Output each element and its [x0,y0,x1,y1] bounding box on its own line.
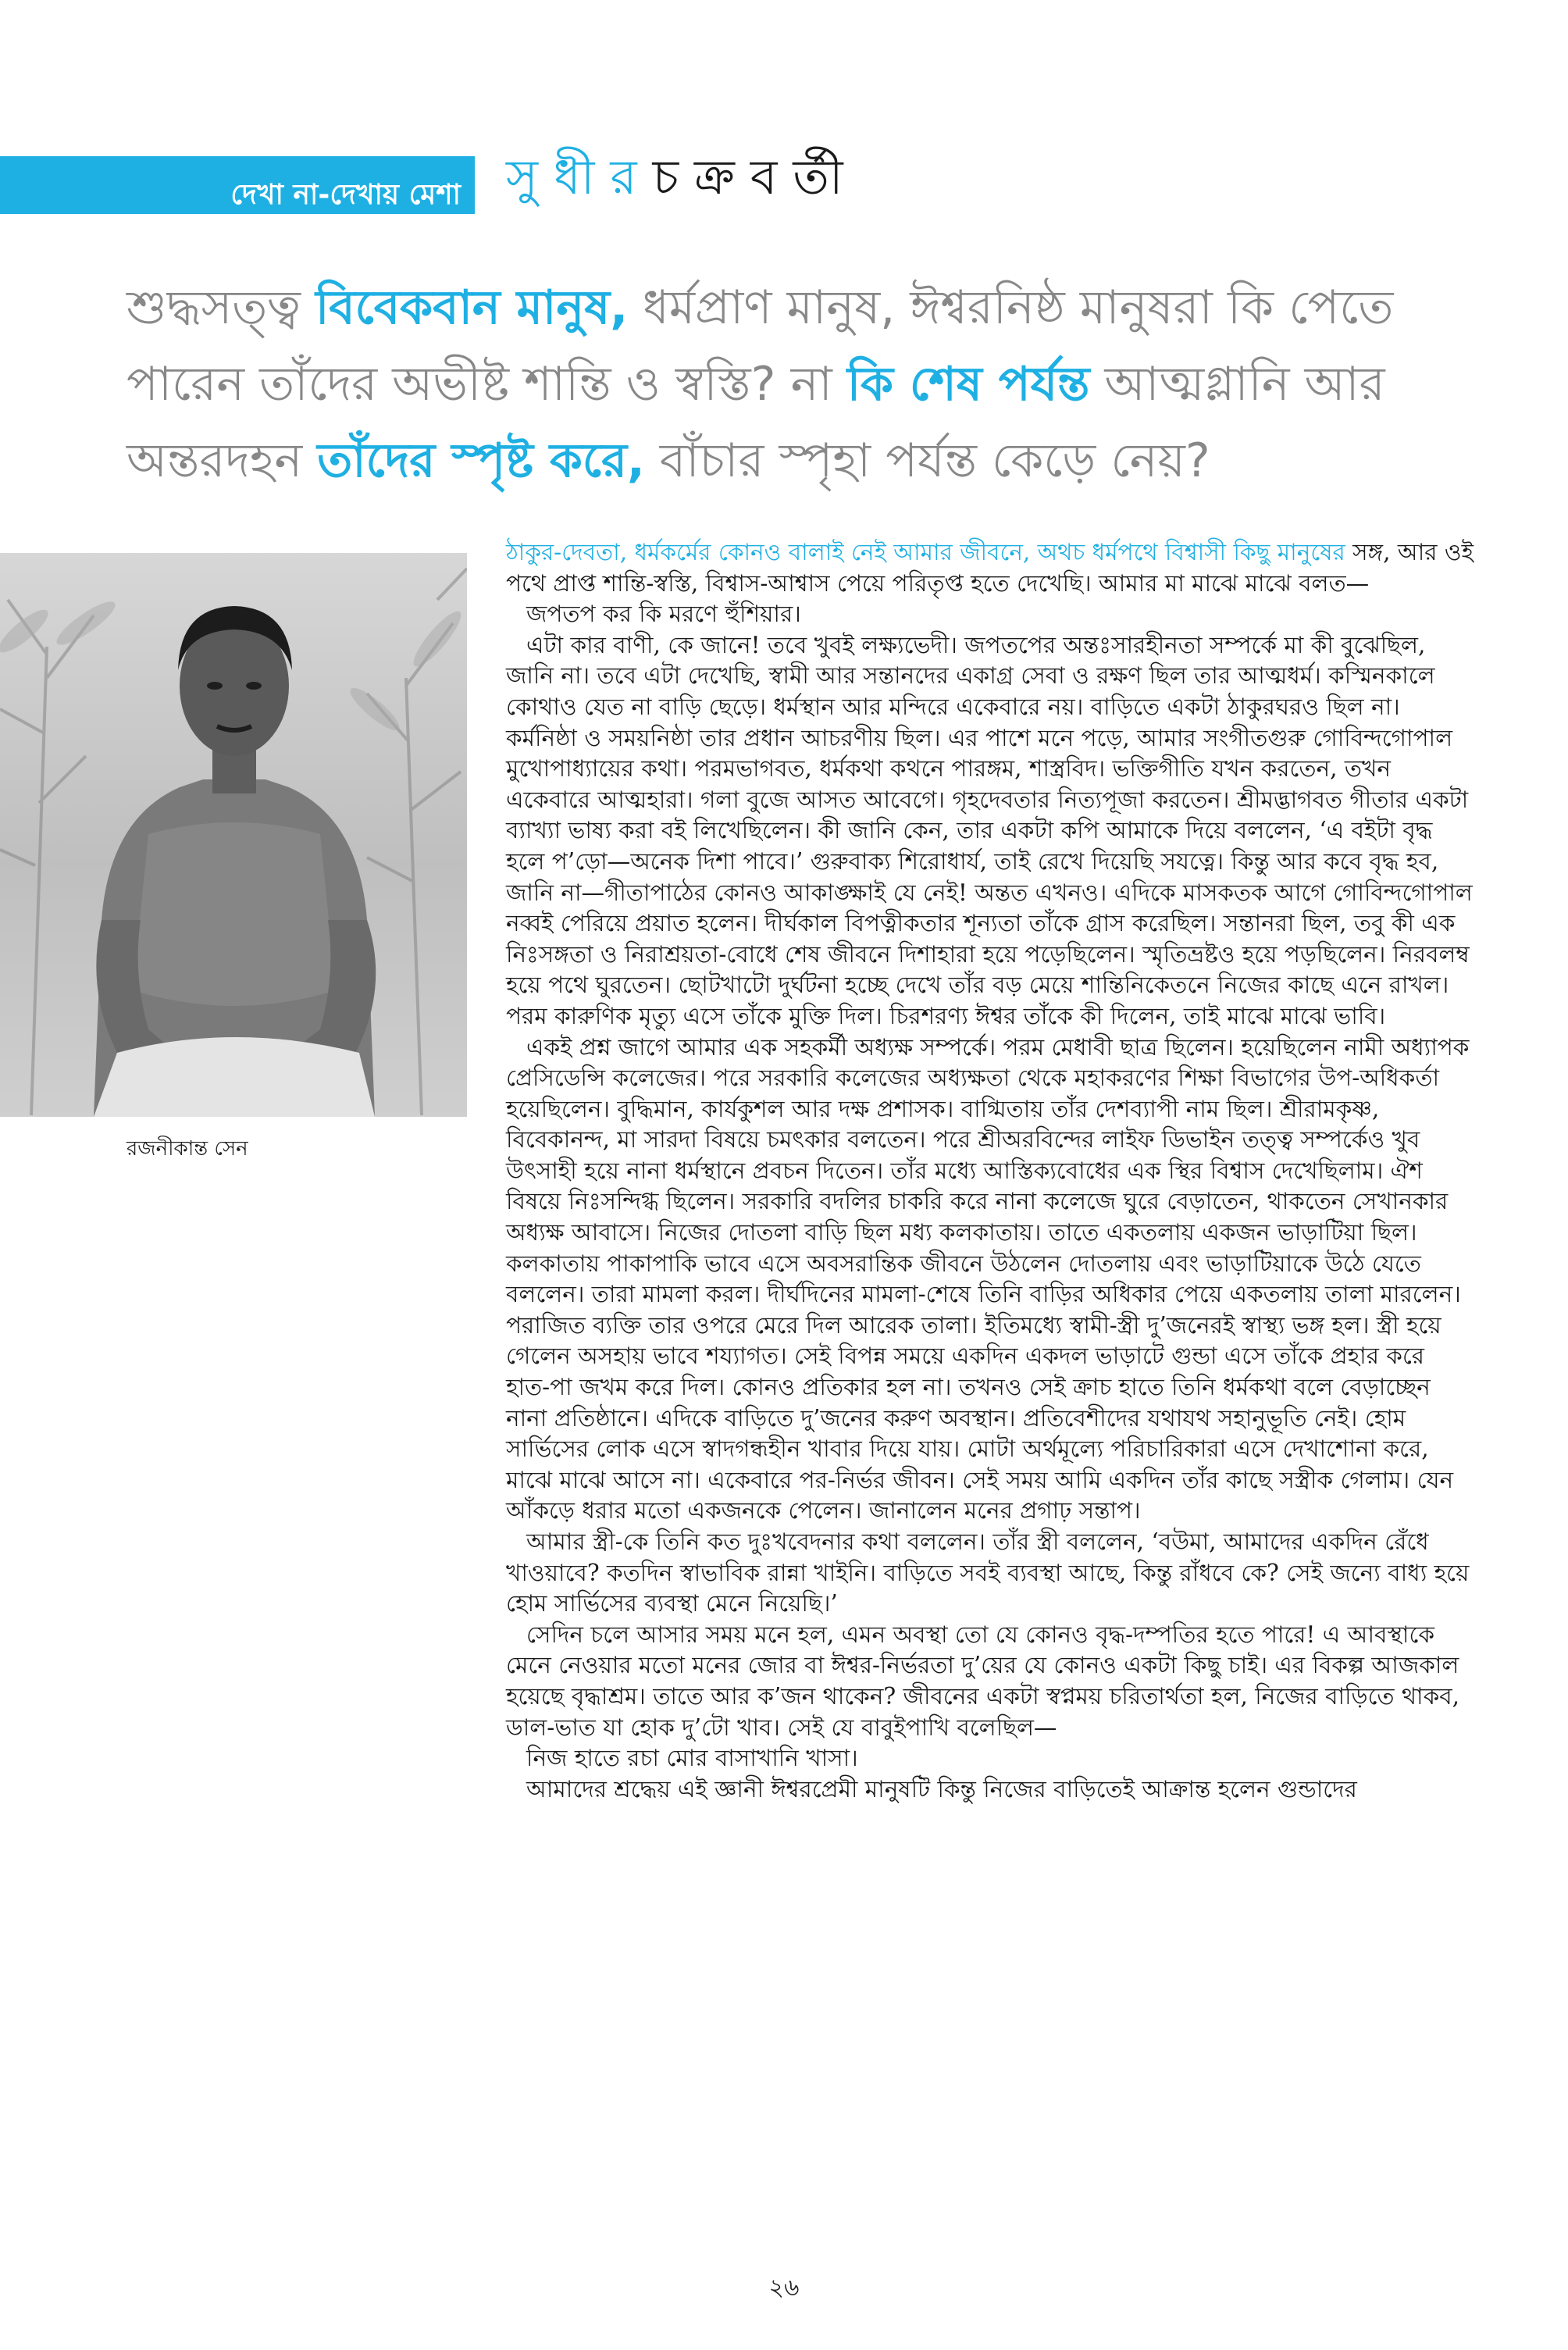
headline-highlight-1: বিবেকবান মানুষ, [315,280,629,335]
article-paragraph-3: আমার স্ত্রী-কে তিনি কত দুঃখবেদনার কথা বললেন। তাঁর স্ত্রী বললেন, ‘বউমা, আমাদের একদিন রেঁধে খাওয়াবে? কতদিন স্বাভাবিক রান্না খাইনি। বাড়িতে সবই ব্যবস্থা আছে, কিন্তু রাঁধবে কে? সেই জন্যে বাধ্য হয়ে হোম সার্ভিসের ব্যবস্থা মেনে নিয়েছি।’ [506,1528,1470,1617]
article-paragraph-5: আমাদের শ্রদ্ধেয় এই জ্ঞানী ঈশ্বরপ্রেমী মানুষটি কিন্তু নিজের বাড়িতেই আক্রান্ত হলেন গুন্ডাদের [526,1775,1357,1803]
article-paragraph-2: একই প্রশ্ন জাগে আমার এক সহকর্মী অধ্যক্ষ সম্পর্কে। পরম মেধাবী ছাত্র ছিলেন। হয়েছিলেন নামী অধ্যাপক প্রেসিডেন্সি কলেজের। পরে সরকারি কলেজের অধ্যক্ষতা থেকে মহাকরণের শিক্ষা বিভাগের উপ-অধিকর্তা হয়েছিলেন। বুদ্ধিমান, কার্যকুশল আর দক্ষ প্রশাসক। বাগ্মিতায় তাঁর দেশব্যাপী নাম ছিল। শ্রীরামকৃষ্ণ, বিবেকানন্দ, মা সারদা বিষয়ে চমৎকার বলতেন। পরে শ্রীঅরবিন্দের লাইফ ডিভাইন তত্ত্ব সম্পর্কেও খুব উৎসাহী হয়ে নানা ধর্মস্থানে প্রবচন দিতেন। তাঁর মধ্যে আস্তিক্যবোধের এক স্থির বিশ্বাস দেখেছিলাম। ঐশ বিষয়ে নিঃসন্দিগ্ধ ছিলেন। সরকারি বদলির চাকরি করে নানা কলেজে ঘুরে বেড়াতেন, থাকতেন সেখানকার অধ্যক্ষ আবাসে। নিজের দোতলা বাড়ি ছিল মধ্য কলকাতায়। তাতে একতলায় একজন ভাড়াটিয়া ছিল। কলকাতায় পাকাপাকি ভাবে এসে অবসরান্তিক জীবনে উঠলেন দোতলায় এবং ভাড়াটিয়াকে উঠে যেতে বললেন। তারা মামলা করল। দীর্ঘদিনের মামলা-শেষে তিনি বাড়ির অধিকার পেয়ে একতলায় তালা মারলেন। পরাজিত ব্যক্তি তার ওপরে মেরে দিল আরেক তালা। ইতিমধ্যে স্বামী-স্ত্রী দু’জনেরই স্বাস্থ্য ভঙ্গ হল। স্ত্রী হয়ে গেলেন অসহায় ভাবে শয্যাগত। সেই বিপন্ন সময়ে একদিন একদল ভাড়াটে গুন্ডা এসে তাঁকে প্রহার করে হাত-পা জখম করে দিল। কোনও প্রতিকার হল না। তখনও সেই ক্রাচ হাতে তিনি ধর্মকথা বলে বেড়াচ্ছেন নানা প্রতিষ্ঠানে। এদিকে বাড়িতে দু’জনের করুণ অবস্থান। প্রতিবেশীদের যথাযথ সহানুভূতি নেই। হোম সার্ভিসের লোক এসে স্বাদগন্ধহীন খাবার দিয়ে যায়। মোটা অর্থমূল্যে পরিচারিকারা এসে দেখাশোনা করে, মাঝে মাঝে আসে না। একেবারে পর-নির্ভর জীবন। সেই সময় আমি একদিন তাঁর কাছে সস্ত্রীক গেলাম। যেন আঁকড়ে ধরার মতো একজনকে পেলেন। জানালেন মনের প্রগাঢ় সন্তাপ। [506,1033,1470,1524]
author-first-name: সুধীর [506,148,653,205]
article-paragraph-4: সেদিন চলে আসার সময় মনে হল, এমন অবস্থা তো যে কোনও বৃদ্ধ-দম্পতির হতে পারে! এ আবস্থাকে মেনে নেওয়ার মতো মনের জোর বা ঈশ্বর-নির্ভরতা দু’য়ের যে কোনও একটা কিছু চাই। এর বিকল্প আজকাল হয়েছে বৃদ্ধাশ্রম। তাতে আর ক’জন থাকেন? জীবনের একটা স্বপ্নময় চরিতার্থতা হল, নিজের বাড়িতে থাকব, ডাল-ভাত যা হোক দু’টো খাব। সেই যে বাবুইপাখি বলেছিল— [506,1621,1460,1741]
headline-highlight-3: তাঁদের স্পৃষ্ট করে, [317,433,645,488]
section-label: দেখা না-দেখায় মেশা [230,179,461,211]
article-lead-text: সঙ্গ, আর ওই পথে প্রাপ্ত শান্তি-স্বস্তি, বিশ্বাস-আশ্বাস পেয়ে পরিতৃপ্ত হতে দেখেছি। আমার মা মাঝে মাঝে বলত— [506,539,1474,597]
article-verse-2: নিজ হাতে রচা মোর বাসাখানি খাসা। [526,1745,858,1772]
portrait-photo [0,553,467,1117]
section-label-band [0,156,475,214]
headline-part-4: বাঁচার স্পৃহা পর্যন্ত কেড়ে নেয়? [644,433,1210,488]
article-lead-paragraph [506,537,1474,599]
headline-part-3: আত্মগ্লানি আর অন্তরদহন [127,357,1385,488]
author-last-name: চক্রবর্তী [652,148,859,205]
headline-part-2: ধর্মপ্রাণ মানুষ, ঈশ্বরনিষ্ঠ মানুষরা কি পেতে পারেন তাঁদের অভীষ্ট শান্তি ও স্বস্তি? না [127,280,1394,412]
page-number: ২৬ [768,2274,800,2302]
headline-highlight-2: কি শেষ পর্যন্ত [846,357,1090,412]
portrait-illustration [0,553,467,1117]
article-body [506,537,1474,1805]
photo-caption: রজনীকান্ত সেন [127,1137,248,1161]
author-name [506,148,859,205]
article-lead-highlight: ঠাকুর-দেবতা, ধর্মকর্মের কোনও বালাই নেই আমার জীবনে, অথচ ধর্মপথে বিশ্বাসী কিছু মানুষের [506,539,1345,565]
article-verse-1: জপতপ কর কি মরণে হুঁশিয়ার। [526,601,801,628]
headline-part-1: শুদ্ধসত্ত্ব [127,280,316,335]
headline [127,269,1470,499]
article-paragraph-1: এটা কার বাণী, কে জানে! তবে খুবই লক্ষ্যভেদী। জপতপের অন্তঃসারহীনতা সম্পর্কে মা কী বুঝেছিল, জানি না। তবে এটা দেখেছি, স্বামী আর সন্তানদের একাগ্র সেবা ও রক্ষণ ছিল তার আত্মধর্ম। কস্মিনকালে কোথাও যেত না বাড়ি ছেড়ে। ধর্মস্থান আর মন্দিরে একেবারে নয়। বাড়িতে একটা ঠাকুরঘরও ছিল না। কর্মনিষ্ঠা ও সময়নিষ্ঠা তার প্রধান আচরণীয় ছিল। এর পাশে মনে পড়ে, আমার সংগীতগুরু গোবিন্দগোপাল মুখোপাধ্যায়ের কথা। পরমভাগবত, ধর্মকথা কথনে পারঙ্গম, শাস্ত্রবিদ। ভক্তিগীতি যখন করতেন, তখন একেবারে আত্মহারা। গলা বুজে আসত আবেগে। গৃহদেবতার নিত্যপূজা করতেন। শ্রীমদ্ভাগবত গীতার একটা ব্যাখ্যা ভাষ্য করা বই লিখেছিলেন। কী জানি কেন, তার একটা কপি আমাকে দিয়ে বললেন, ‘এ বইটা বৃদ্ধ হলে প’ড়ো—অনেক দিশা পাবে।’ গুরুবাক্য শিরোধার্য, তাই রেখে দিয়েছি সযত্নে। কিন্তু আর কবে বৃদ্ধ হব, জানি না—গীতাপাঠের কোনও আকাঙ্ক্ষাই যে নেই! অন্তত এখনও। এদিকে মাসকতক আগে গোবিন্দগোপাল নব্বই পেরিয়ে প্রয়াত হলেন। দীর্ঘকাল বিপত্নীকতার শূন্যতা তাঁকে গ্রাস করেছিল। সন্তানরা ছিল, তবু কী এক নিঃসঙ্গতা ও নিরাশ্রয়তা-বোধে শেষ জীবনে দিশাহারা হয়ে পড়েছিলেন। স্মৃতিভ্রষ্টও হয়ে পড়ছিলেন। নিরবলম্ব হয়ে পথে ঘুরতেন। ছোটখাটো দুর্ঘটনা হচ্ছে দেখে তাঁর বড় মেয়ে শান্তিনিকেতনে নিজের কাছে এনে রাখল। পরম কারুণিক মৃত্যু এসে তাঁকে মুক্তি দিল। চিরশরণ্য ঈশ্বর তাঁকে কী দিলেন, তাই মাঝে মাঝে ভাবি। [506,631,1473,1029]
